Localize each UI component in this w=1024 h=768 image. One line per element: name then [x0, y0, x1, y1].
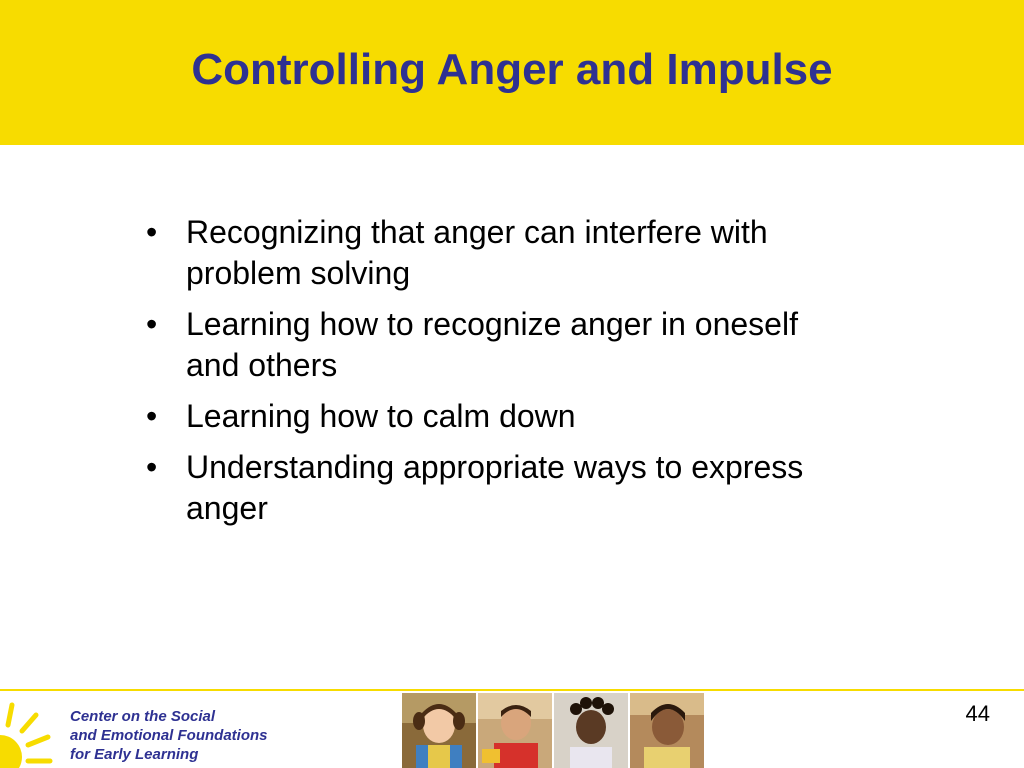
child-photo-3 — [554, 693, 628, 768]
sun-icon — [0, 695, 60, 768]
title-band — [0, 0, 1024, 145]
org-line: for Early Learning — [70, 746, 199, 763]
bullet-text: Recognizing that anger can interfere with problem solving — [186, 214, 768, 291]
bullet-text: Understanding appropriate ways to express anger — [186, 449, 804, 526]
bullet-list — [146, 212, 806, 539]
org-line: Center on the Social — [70, 708, 216, 725]
bullet-item — [146, 304, 806, 386]
bullet-text: Learning how to recognize anger in oneself and others — [186, 306, 798, 383]
bullet-symbol: • — [146, 306, 158, 342]
slide-title: Controlling Anger and Impulse — [191, 44, 833, 94]
child-photo-4 — [630, 693, 704, 768]
photo-strip — [402, 693, 706, 768]
child-photo-2 — [478, 693, 552, 768]
bullet-symbol: • — [146, 214, 158, 250]
page-number: 44 — [965, 701, 990, 726]
org-line: and Emotional Foundations — [70, 727, 268, 744]
slide-footer — [0, 689, 1024, 768]
bullet-symbol: • — [146, 398, 158, 434]
bullet-item — [146, 396, 806, 437]
bullet-item — [146, 212, 806, 294]
bullet-text: Learning how to calm down — [186, 398, 576, 434]
child-photo-1 — [402, 693, 476, 768]
bullet-item — [146, 447, 806, 529]
bullet-symbol: • — [146, 449, 158, 485]
org-name — [70, 707, 268, 764]
